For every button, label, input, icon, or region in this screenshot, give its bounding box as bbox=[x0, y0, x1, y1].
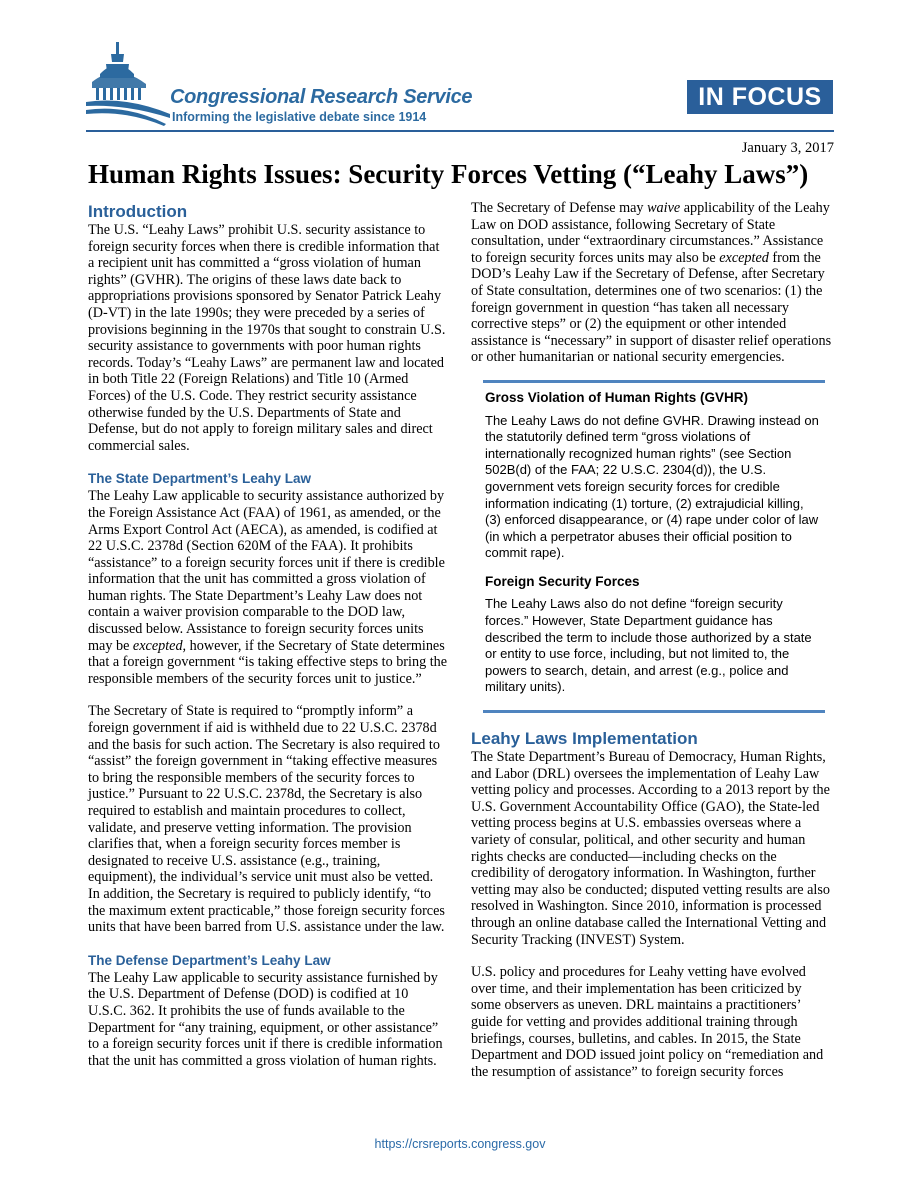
introduction-paragraph: The U.S. “Leahy Laws” prohibit U.S. security assistance to foreign security forces when there is credible information that a recipient unit has committed a “gross violation of human rights” (GVHR). The origins of these laws date back to appropriations provisions sponsored by Senator Patrick Leahy (D-VT) in the late 1990s; they were preceded by a series of provisions beginning in the 1970s that sought to constrain U.S. security assistance to governments with poor human rights records. Today’s “Leahy Laws” are permanent law and located in both Title 22 (Foreign Relations) and Title 10 (Armed Forces) of the U.S. Code. They restrict security assistance otherwise funded by the U.S. Departments of State and Defense, but do not apply to foreign military sales and direct commercial sales. bbox=[88, 222, 446, 454]
state-law-heading: The State Department’s Leahy Law bbox=[88, 471, 312, 487]
gvhr-text: The Leahy Laws do not define GVHR. Drawing instead on the statutorily defined term “gross violations of internationally recognized human rights” (see Section 502B(d) of the FAA; 22 U.S.C. 2304(d)), the U.S. government vets foreign security forces for credible information indicating (1) torture, (2) extrajudicial killing, (3) enforced disappearance, or (4) rape under color of law (in which a perpetrator abuses their official position to commit rape). bbox=[485, 412, 819, 561]
publication-date: January 3, 2017 bbox=[741, 140, 834, 156]
introduction-heading: Introduction bbox=[88, 202, 188, 221]
state-law-paragraph-1: The Leahy Law applicable to security assistance authorized by the Foreign Assistance Act (FAA) of 1961, as amended, or the Arms Export Control Act (AECA), as amended, is codified at 22 U.S.C. 2378d (Section 620M of the FAA). It prohibits “assistance” to a foreign security forces unit if there is credible information that the unit has committed a gross violation of human rights. The State Department’s Leahy Law does not contain a waiver provision comparable to the DOD law, discussed below. Assistance to foreign security forces units may be excepted, however, if the Secretary of State determines that a foreign government “is taking effective steps to bring the responsible members of the security forces unit to justice.” bbox=[88, 488, 448, 687]
org-name: Congressional Research Service bbox=[170, 86, 473, 108]
page-title: Human Rights Issues: Security Forces Vetting (“Leahy Laws”) bbox=[88, 159, 809, 189]
foreign-security-forces-heading: Foreign Security Forces bbox=[485, 573, 640, 589]
footer-url-link[interactable]: https://crsreports.congress.gov bbox=[374, 1137, 546, 1151]
implementation-paragraph-1: The State Department’s Bureau of Democracy, Human Rights, and Labor (DRL) oversees the implementation of Leahy Law vetting policy and processes. According to a 2013 report by the U.S. Government Accountability Office (GAO), the State-led vetting process begins at U.S. embassies overseas where a variety of consular, political, and other security and human rights checks are conducted—including checks on the credibility of derogatory information. In Washington, further vetting may also be conducted; disputed vetting results are also resolved in Washington. Since 2010, information is processed through an online database called the International Vetting and Security Tracking (INVEST) System. bbox=[471, 749, 830, 948]
implementation-heading: Leahy Laws Implementation bbox=[471, 729, 698, 749]
left-column bbox=[88, 200, 448, 1069]
implementation-paragraph-2: U.S. policy and procedures for Leahy vetting have evolved over time, and their implementation has been criticized by some observers as uneven. DRL maintains a practitioners’ guide for vetting and provides additional training through briefings, courses, bulletins, and cables. In 2015, the State Department and DOD issued joint policy on “remediation and the resumption of assistance” to foreign security forces bbox=[471, 964, 824, 1080]
dod-waiver-paragraph: The Secretary of Defense may waive applicability of the Leahy Law on DOD assistance, following Secretary of State consultation, under “extraordinary circumstances.” Assistance to foreign security forces units may also be excepted from the DOD’s Leahy Law if the Secretary of Defense, after Secretary of State consultation, determines one of two scenarios: (1) the foreign government in question “has taken all necessary corrective steps” or (2) the equipment or other intended assistance is “necessary” in support of disaster relief operations or other humanitarian or national security emergencies. bbox=[471, 200, 832, 366]
header-divider bbox=[86, 130, 834, 132]
state-law-paragraph-2: The Secretary of State is required to “promptly inform” a foreign government if aid is withheld due to 22 U.S.C. 2378d and the basis for such action. The Secretary is also required to “assist” the foreign government in “taking effective measures to bring the responsible members of the security forces to justice.” Pursuant to 22 U.S.C. 2378d, the Secretary is also required to establish and maintain procedures to collect, validate, and preserve vetting information. The provision clarifies that, when a foreign security forces member is designated to receive U.S. assistance (e.g., training, equipment), the individual’s service unit must also be vetted. In addition, the Secretary is required to publicly identify, “to the maximum extent practicable,” those foreign security forces units that have been barred from U.S. assistance under the law. bbox=[88, 703, 445, 936]
foreign-security-forces-text: The Leahy Laws also do not define “foreign security forces.” However, State Department guidance has described the term to include those authorized by a state or entity to use force, including, but not limited to, the powers to search, detain, and arrest (e.g., police and military units). bbox=[485, 596, 812, 695]
dod-law-paragraph: The Leahy Law applicable to security assistance furnished by the U.S. Department of Defense (DOD) is codified at 10 U.S.C. 362. It prohibits the use of funds available to the Department for “any training, equipment, or other assistance” to a foreign security forces unit if there is credible information that the unit has committed a gross violation of human rights. bbox=[88, 969, 443, 1069]
right-column bbox=[471, 200, 833, 1080]
dod-law-heading: The Defense Department’s Leahy Law bbox=[88, 952, 331, 968]
definitions-sidebar-box bbox=[483, 380, 825, 713]
gvhr-heading: Gross Violation of Human Rights (GVHR) bbox=[485, 389, 749, 405]
in-focus-badge: IN FOCUS bbox=[687, 80, 833, 114]
org-tagline: Informing the legislative debate since 1914 bbox=[172, 110, 427, 124]
